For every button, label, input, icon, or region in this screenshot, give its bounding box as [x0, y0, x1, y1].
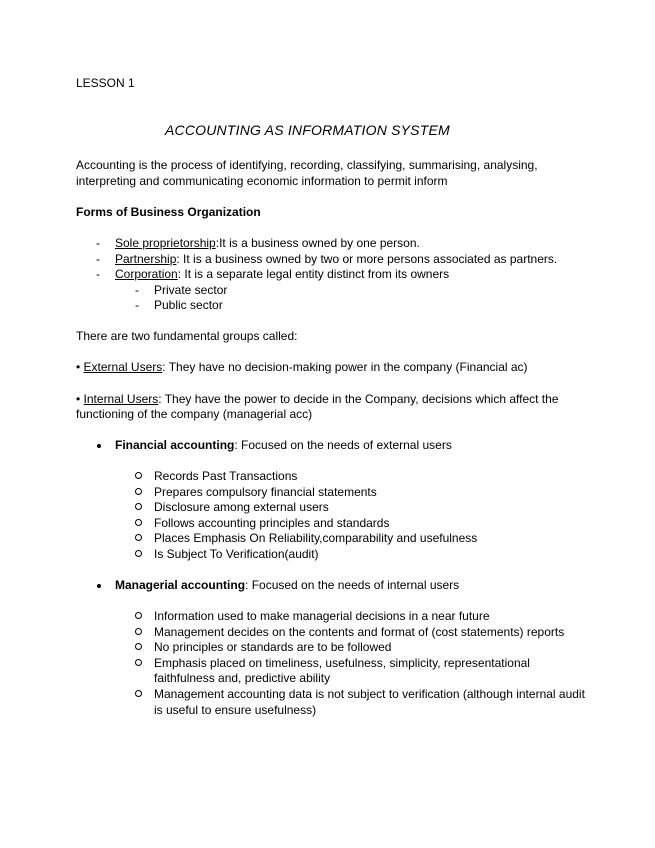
bullet-dot [97, 444, 101, 448]
definition: : They have the power to decide in the Company, decisions which affect the [158, 392, 559, 406]
list-item [115, 236, 420, 251]
list-item: Management decides on the contents and format of (cost statements) reports [154, 625, 565, 639]
list-bullet: - [96, 267, 100, 281]
list-item: Prepares compulsory financial statements [154, 485, 377, 499]
bullet-circle [135, 628, 142, 635]
list-item-continued: faithfulness and, predictive ability [154, 671, 331, 685]
bullet: • [76, 392, 81, 406]
bullet-circle [135, 534, 142, 541]
bullet-circle [135, 550, 142, 557]
external-users-line [76, 360, 528, 375]
financial-accounting-heading [115, 438, 452, 453]
forms-heading: Forms of Business Organization [76, 205, 261, 219]
term: Managerial accounting [115, 578, 246, 592]
list-item: Information used to make managerial decisions in a near future [154, 609, 490, 623]
term: Sole proprietorship [115, 236, 216, 250]
page-title: ACCOUNTING AS INFORMATION SYSTEM [165, 122, 450, 138]
list-bullet: - [96, 252, 100, 266]
sub-list-item: Public sector [154, 298, 223, 312]
sub-list-item: Private sector [154, 283, 228, 297]
definition: : They have no decision-making power in the company (Financial ac) [162, 360, 528, 374]
definition: : Focused on the needs of external users [234, 438, 452, 452]
managerial-accounting-heading [115, 578, 459, 593]
term: Partnership [115, 252, 177, 266]
list-item [115, 267, 449, 282]
bullet-dot [97, 584, 101, 588]
term: Internal Users [83, 392, 159, 406]
bullet-circle [135, 612, 142, 619]
bullet: • [76, 360, 81, 374]
list-item: No principles or standards are to be followed [154, 640, 392, 654]
definition: : Focused on the needs of internal users [245, 578, 460, 592]
bullet-circle [135, 659, 142, 666]
term: Corporation [115, 267, 178, 281]
list-item: Follows accounting principles and standards [154, 516, 390, 530]
bullet-circle [135, 643, 142, 650]
lesson-label: LESSON 1 [76, 76, 135, 90]
internal-users-line [76, 392, 559, 407]
list-bullet: - [135, 298, 139, 312]
list-item: Places Emphasis On Reliability,comparability and usefulness [154, 531, 478, 545]
intro-line-2: interpreting and communicating economic information to permit inform [76, 174, 448, 188]
intro-line-1: Accounting is the process of identifying, recording, classifying, summarising, analysing, [76, 158, 538, 172]
internal-users-line-2: functioning of the company (managerial acc) [76, 407, 313, 421]
list-bullet: - [96, 236, 100, 250]
list-item: Management accounting data is not subject to verification (although internal audit [154, 687, 585, 701]
groups-intro: There are two fundamental groups called: [76, 329, 298, 343]
list-item [115, 252, 557, 267]
term: External Users [83, 360, 163, 374]
list-bullet: - [135, 283, 139, 297]
bullet-circle [135, 488, 142, 495]
definition: : It is a separate legal entity distinct from its owners [177, 267, 450, 281]
term: Financial accounting [115, 438, 235, 452]
list-item-continued: is useful to ensure usefulness) [154, 703, 317, 717]
list-item: Is Subject To Verification(audit) [154, 547, 319, 561]
definition: : It is a business owned by two or more persons associated as partners. [176, 252, 558, 266]
bullet-circle [135, 690, 142, 697]
list-item: Records Past Transactions [154, 469, 298, 483]
bullet-circle [135, 472, 142, 479]
bullet-circle [135, 519, 142, 526]
list-item: Disclosure among external users [154, 500, 329, 514]
bullet-circle [135, 503, 142, 510]
list-item: Emphasis placed on timeliness, usefulness, simplicity, representational [154, 656, 530, 670]
definition: :It is a business owned by one person. [215, 236, 420, 250]
